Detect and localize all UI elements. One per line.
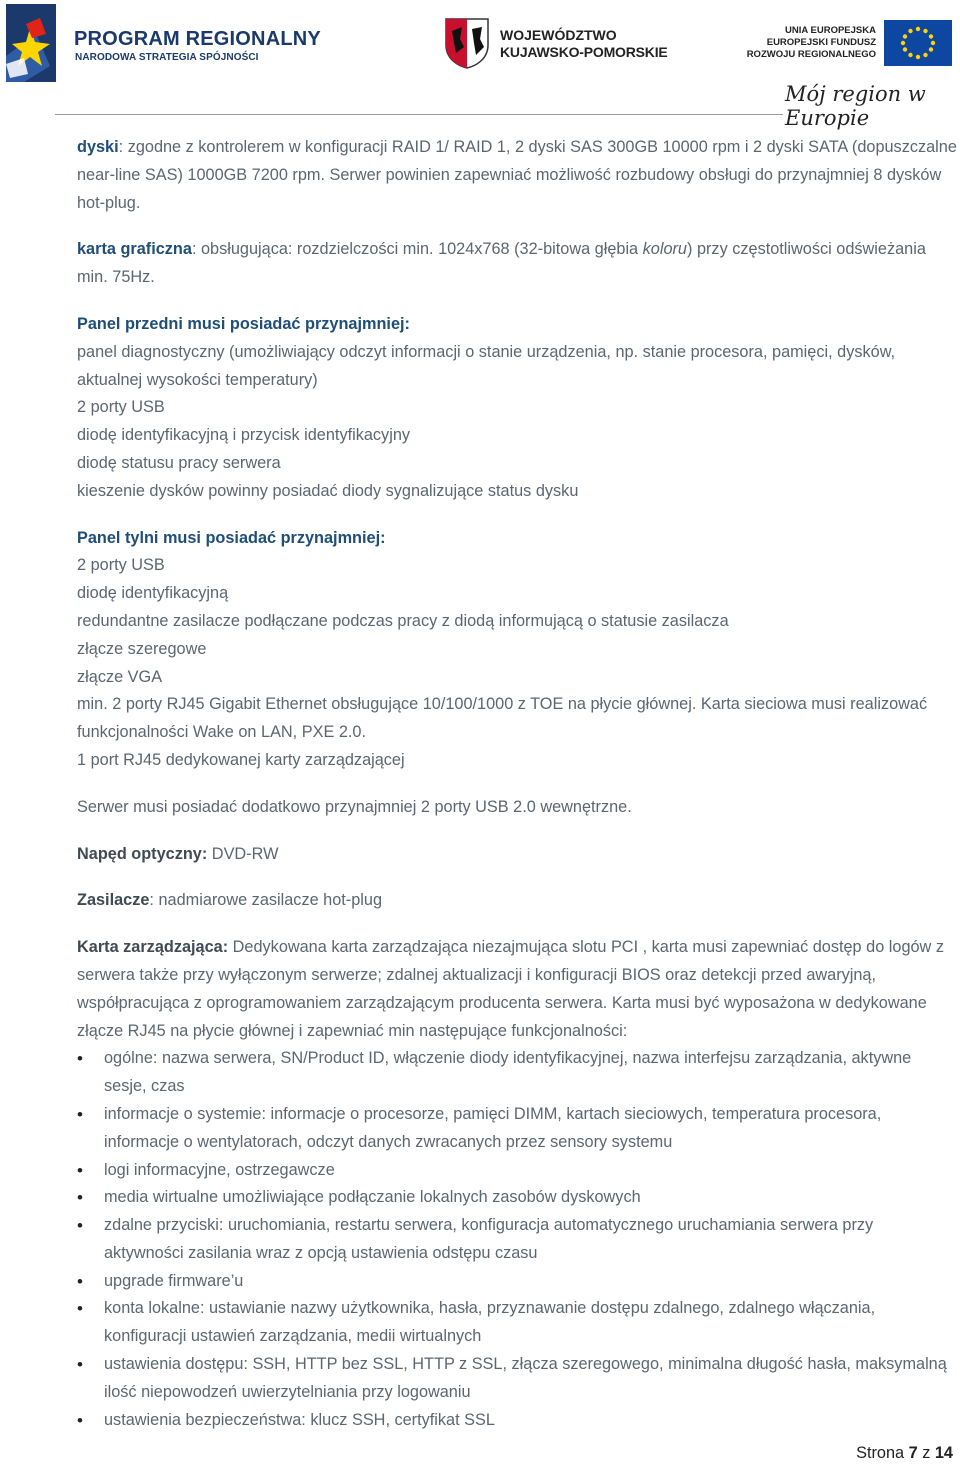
page-prefix: Strona (856, 1444, 909, 1462)
total-pages: 14 (934, 1444, 953, 1462)
current-page: 7 (908, 1444, 918, 1462)
list-item: • ustawienia dostępu: SSH, HTTP bez SSL, HTTP z SSL, złącza szeregowego, minimalna długość hasła, maksymalną ilość niepowodzeń uwierzytelniania przy logowaniu (77, 1351, 957, 1407)
region-name-line2: KUJAWSKO-POMORSKIE (500, 44, 668, 60)
region-crest-icon (444, 17, 490, 69)
list-item: • logi informacyjne, ostrzegawcze (77, 1157, 957, 1185)
management-card-label: Karta zarządzająca: (77, 938, 229, 957)
list-item: • upgrade firmware’u (77, 1268, 957, 1296)
list-item: • media wirtualne umożliwiające podłączanie lokalnych zasobów dyskowych (77, 1184, 957, 1212)
power-supply-text: : nadmiarowe zasilacze hot-plug (149, 891, 383, 910)
graphics-italic: koloru (642, 240, 687, 259)
program-title: PROGRAM REGIONALNY (74, 28, 321, 50)
graphics-paragraph (77, 236, 957, 292)
management-features-list (77, 1045, 957, 1434)
page-header (0, 0, 960, 130)
management-card-text: Dedykowana karta zarządzająca niezajmująca slotu PCI , karta musi zapewniać dostęp do logów z serwera także przy wyłączonym serwerze; zdalnej aktualizacji i konfiguracji BIOS oraz detekcji przed awaryjną, współpracująca z oprogramowaniem zarządzającym producenta serwera. Karta musi być wyposażona w dedykowane złącze RJ45 na płycie głównej i zapewniać min następujące funkcjonalności: (77, 938, 944, 1040)
front-item: kieszenie dysków powinny posiadać diody sygnalizujące status dysku (77, 481, 579, 500)
back-item: złącze VGA (77, 667, 163, 686)
front-item: 2 porty USB (77, 398, 165, 417)
front-panel-heading: Panel przedni musi posiadać przynajmniej: (77, 314, 410, 333)
optical-drive-text: DVD-RW (207, 844, 279, 863)
back-item: diodę identyfikacyjną (77, 584, 229, 603)
graphics-text-2: ) przy częstotliwości odświeżania min. 75Hz. (77, 240, 926, 287)
motto-signature: Mój region w Europie (783, 82, 960, 130)
list-item: • konta lokalne: ustawianie nazwy użytkownika, hasła, przyznawanie dostępu zdalnego, zdalnego włączania, konfiguracji ustawień zarządzania, medii wirtualnych (77, 1295, 957, 1351)
back-item: 1 port RJ45 dedykowanej karty zarządzającej (77, 750, 405, 769)
list-item: • ogólne: nazwa serwera, SN/Product ID, włączenie diody identyfikacyjnej, nazwa interfejsu zarządzania, aktywne sesje, czas (77, 1045, 957, 1101)
disks-label: dyski (77, 138, 119, 156)
page-number (856, 1444, 953, 1463)
optical-drive-paragraph (77, 841, 957, 869)
graphics-text-1: : obsługująca: rozdzielczości min. 1024x768 (32-bitowa głębia (191, 240, 643, 259)
front-item: diodę statusu pracy serwera (77, 453, 281, 472)
program-subtitle: NARODOWA STRATEGIA SPÓJNOŚCI (75, 52, 259, 63)
eu-label-line2: EUROPEJSKI FUNDUSZ (766, 37, 876, 48)
disks-paragraph (77, 134, 957, 217)
eu-label-line3: ROZWOJU REGIONALNEGO (746, 49, 876, 60)
power-supply-paragraph (77, 887, 957, 915)
front-item: diodę identyfikacyjną i przycisk identyfikacyjny (77, 426, 411, 445)
back-item: redundantne zasilacze podłączane podczas pracy z diodą informującą o statusie zasilacza (77, 611, 729, 630)
optical-drive-label: Napęd optyczny: (77, 844, 208, 863)
eu-flag-icon (884, 20, 952, 66)
page-separator: z (917, 1444, 935, 1462)
program-regionalny-logo-icon (6, 4, 56, 82)
eu-fund-label (747, 25, 876, 61)
back-item: 2 porty USB (77, 556, 165, 575)
usb-internal-paragraph: Serwer musi posiadać dodatkowo przynajmniej 2 porty USB 2.0 wewnętrzne. (77, 797, 632, 816)
front-item: panel diagnostyczny (umożliwiający odczyt informacji o stanie urządzenia, np. stanie procesora, pamięci, dysków, aktualnej wysokości temperatury) (77, 342, 896, 389)
eu-label-line1: UNIA EUROPEJSKA (785, 25, 876, 36)
back-item: złącze szeregowe (77, 639, 207, 658)
back-panel-heading: Panel tylni musi posiadać przynajmniej: (77, 528, 386, 547)
graphics-label: karta graficzna (77, 240, 192, 259)
management-card-paragraph (77, 934, 957, 1045)
document-body (77, 134, 957, 1434)
list-item: • informacje o systemie: informacje o procesorze, pamięci DIMM, kartach sieciowych, temperatura procesora, informacje o wentylatorach, odczyt danych zwracanych przez sensory systemu (77, 1101, 957, 1157)
power-supply-label: Zasilacze (77, 891, 150, 910)
list-item: • zdalne przyciski: uruchomiania, restartu serwera, konfiguracja automatycznego uruchamiania serwera przy aktywności zasilania wraz z opcją ustawienia odstępu czasu (77, 1212, 957, 1268)
back-item: min. 2 porty RJ45 Gigabit Ethernet obsługujące 10/100/1000 z TOE na płycie głównej. Karta sieciowa musi realizować funkcjonalności Wake on LAN, PXE 2.0. (77, 695, 928, 742)
list-item: • ustawienia bezpieczeństwa: klucz SSH, certyfikat SSL (77, 1407, 957, 1435)
disks-text: : zgodne z kontrolerem w konfiguracji RAID 1/ RAID 1, 2 dyski SAS 300GB 10000 rpm i 2 dyski SATA (dopuszczalne near-line SAS) 1000GB 7200 rpm. Serwer powinien zapewniać możliwość rozbudowy obsługi do przynajmniej 8 dysków hot-plug. (77, 138, 957, 212)
region-name-line1: WOJEWÓDZTWO (500, 27, 617, 43)
